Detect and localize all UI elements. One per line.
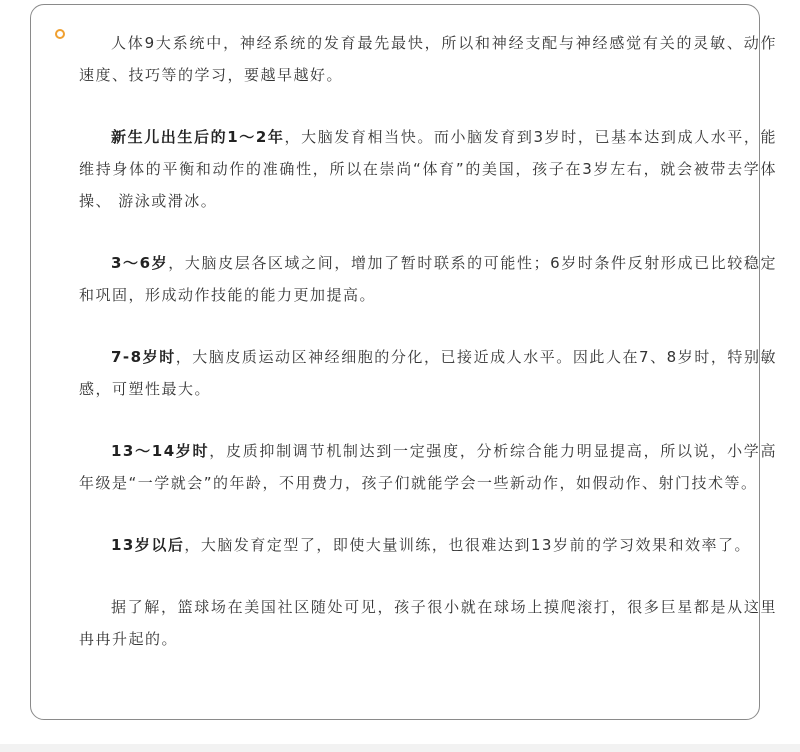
paragraph-text: ，大脑发育定型了，即使大量训练，也很难达到13岁前的学习效果和效率了。: [184, 536, 751, 554]
paragraph-7: [79, 591, 777, 655]
paragraph-text: ，大脑发育相当快。而小脑发育到3岁时，已基本达到成人水平，能维持身体的平衡和动作的准确性，所以在崇尚“体育”的美国，孩子在3岁左右，就会被带去学体操、 游泳或滑冰。: [79, 128, 778, 210]
paragraph-text: ，皮质抑制调节机制达到一定强度，分析综合能力明显提高，所以说，小学高年级是“一学就会”的年龄，不用费力，孩子们就能学会一些新动作，如假动作、射门技术等。: [79, 442, 778, 492]
paragraph-text: ，大脑皮层各区域之间，增加了暂时联系的可能性；6岁时条件反射形成已比较稳定和巩固，形成动作技能的能力更加提高。: [79, 254, 777, 304]
paragraph-3: [79, 247, 777, 311]
paragraph-6: [79, 529, 777, 561]
article-body: [79, 27, 777, 685]
article-card: [30, 4, 778, 720]
paragraph-1: [79, 27, 777, 91]
paragraph-lead: 13岁以后: [111, 536, 185, 554]
circle-bullet-icon: [55, 29, 65, 39]
paragraph-4: [79, 341, 777, 405]
paragraph-lead: 13～14岁时: [111, 442, 210, 460]
paragraph-2: [79, 121, 777, 217]
paragraph-text: 人体9大系统中，神经系统的发育最先最快，所以和神经支配与神经感觉有关的灵敏、动作速度、技巧等的学习，要越早越好。: [79, 34, 777, 84]
paragraph-lead: 3～6岁: [111, 254, 169, 272]
paragraph-lead: 新生儿出生后的1～2年: [111, 128, 285, 146]
page-bottom-band: [0, 744, 800, 752]
paragraph-5: [79, 435, 777, 499]
paragraph-lead: 7-8岁时: [111, 348, 176, 366]
paragraph-text: 据了解，篮球场在美国社区随处可见，孩子很小就在球场上摸爬滚打，很多巨星都是从这里冉冉升起的。: [79, 598, 777, 648]
paragraph-text: ，大脑皮质运动区神经细胞的分化，已接近成人水平。因此人在7、8岁时，特别敏感，可塑性最大。: [79, 348, 777, 398]
